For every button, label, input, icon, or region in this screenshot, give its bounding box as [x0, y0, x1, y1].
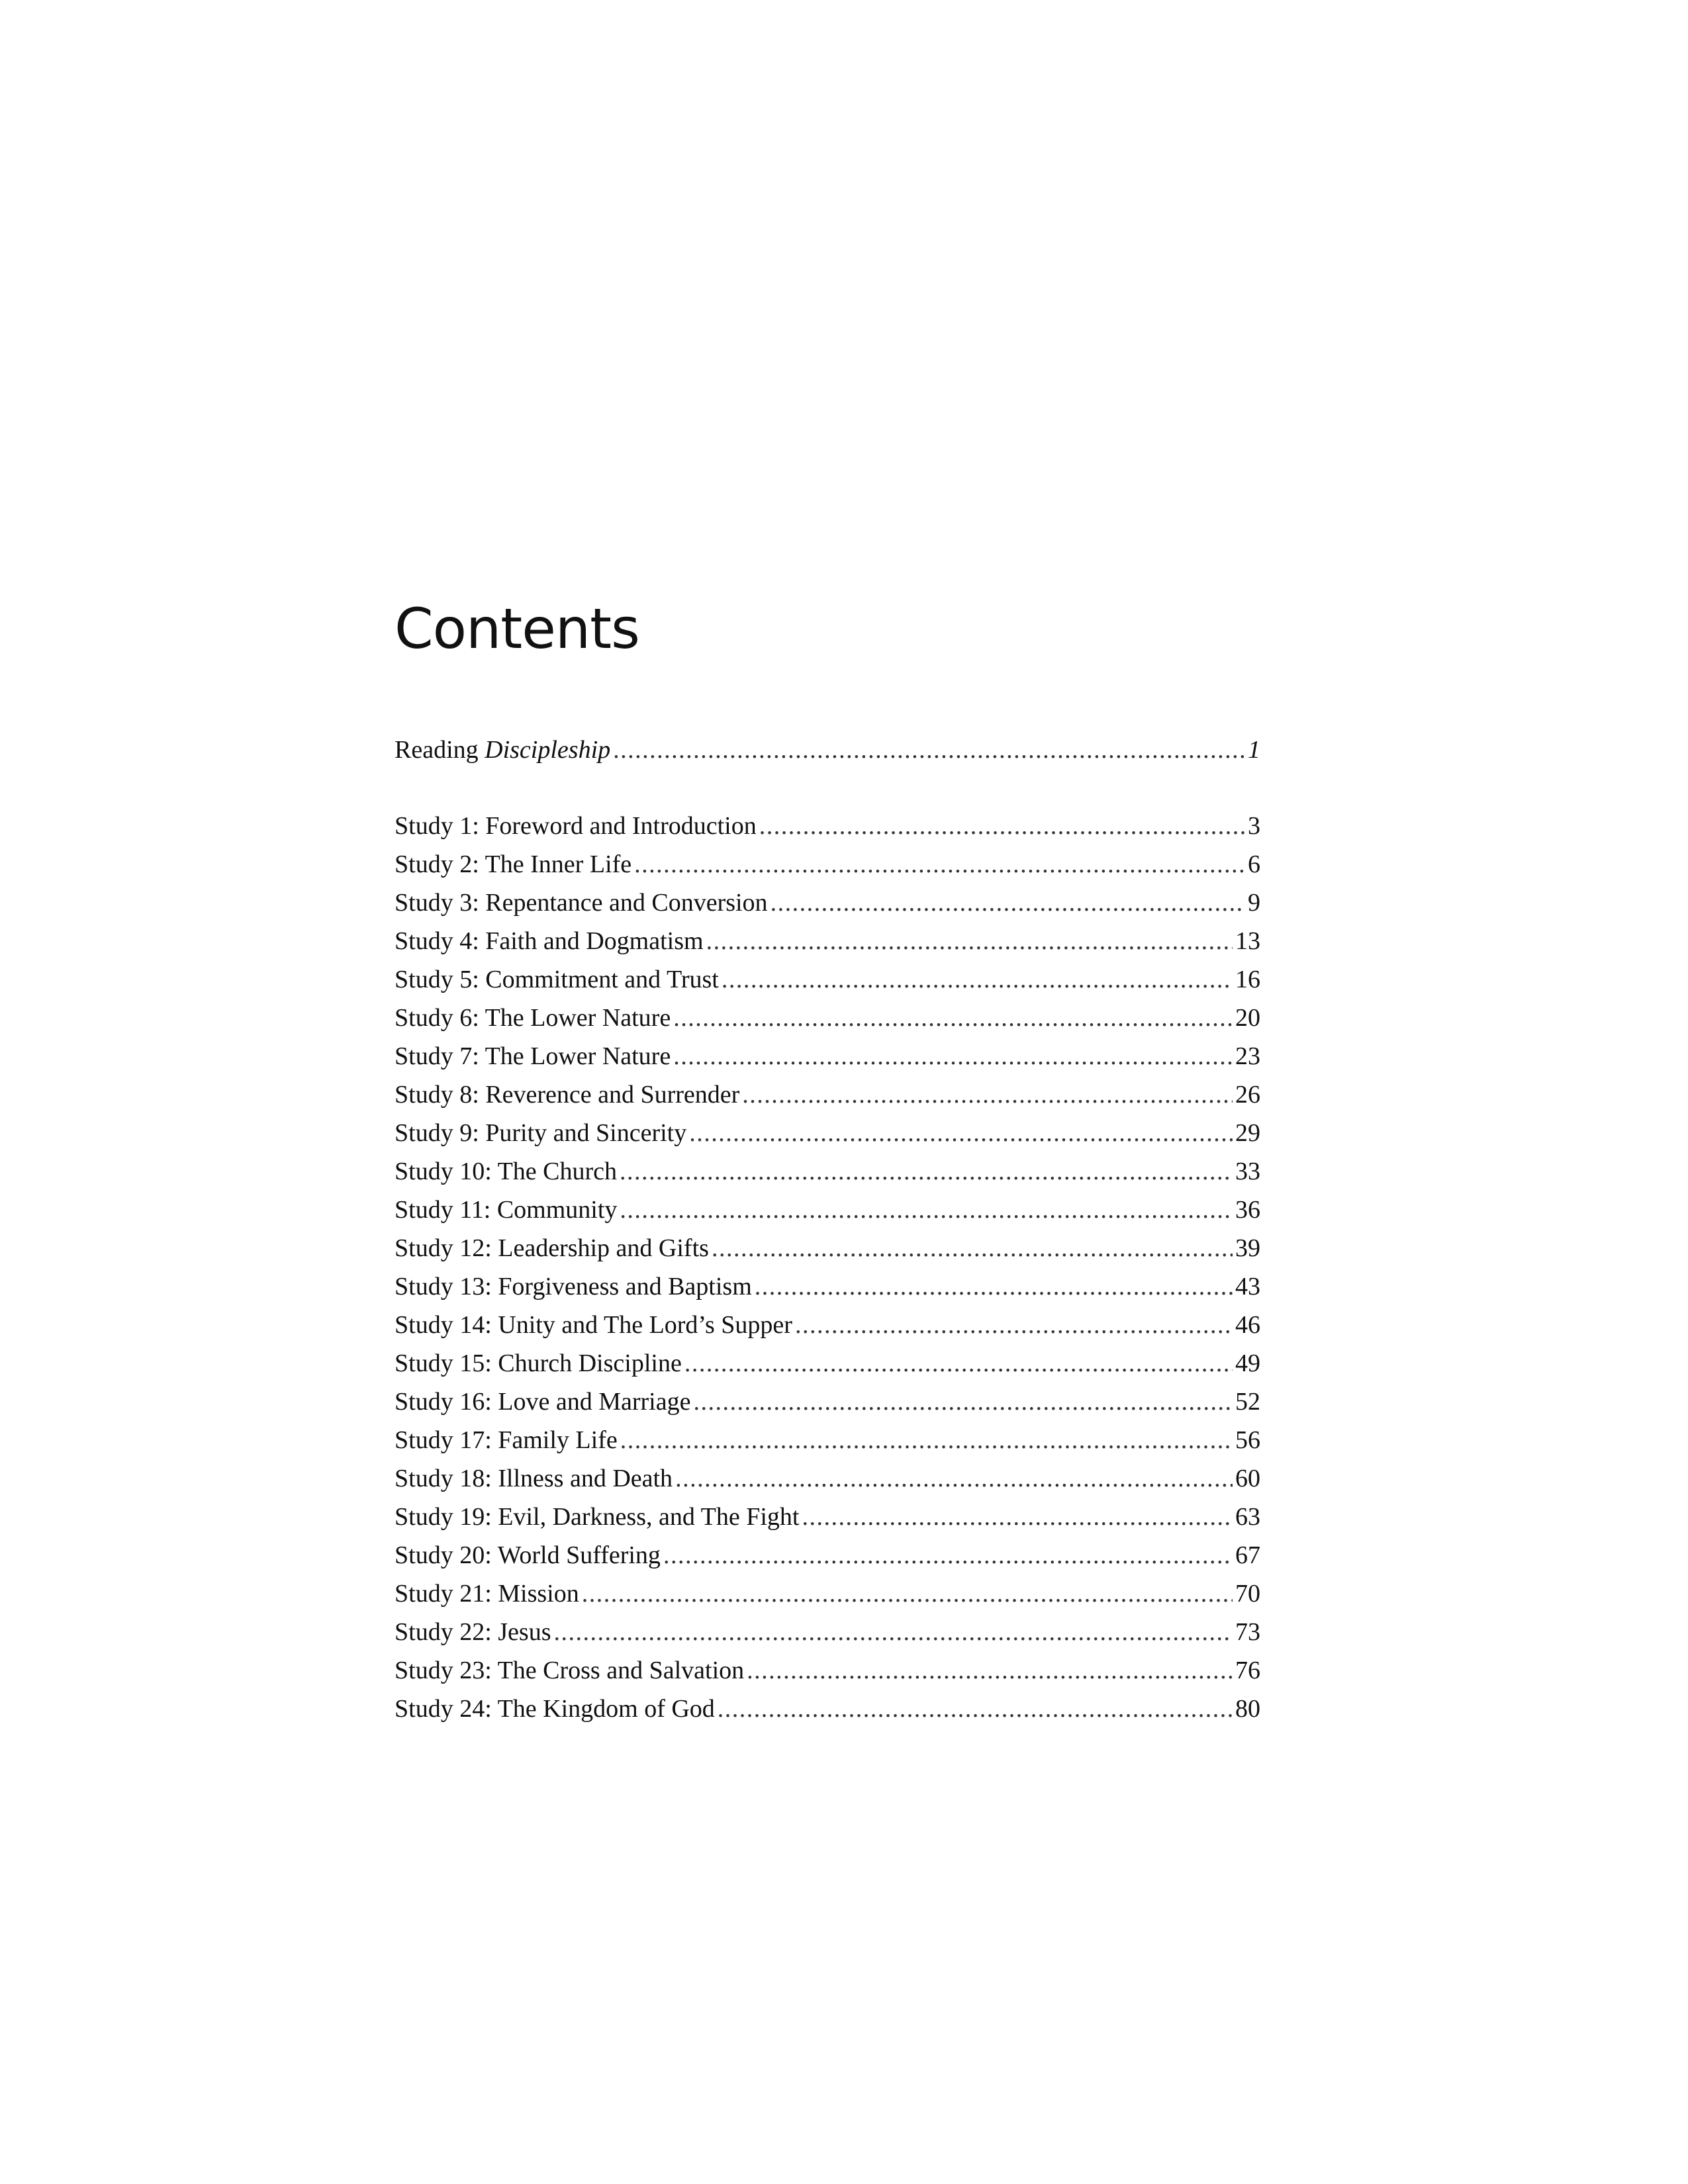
- toc-entry: [395, 1037, 1260, 1075]
- toc-entry: [395, 845, 1260, 884]
- toc-entry-label: Study 18: Illness and Death: [395, 1465, 673, 1492]
- toc-entry-label: [395, 731, 610, 769]
- dot-leader: [759, 807, 1245, 845]
- table-of-contents: [395, 596, 1260, 1728]
- toc-entry-label: Study 22: Jesus: [395, 1618, 551, 1646]
- toc-entry: [395, 1267, 1260, 1306]
- page-title: Contents: [395, 596, 639, 661]
- dot-leader: [718, 1690, 1233, 1728]
- toc-entry-page: 16: [1235, 966, 1260, 993]
- toc-entry-label: Study 7: The Lower Nature: [395, 1042, 671, 1070]
- toc-entry: [395, 1651, 1260, 1690]
- toc-entry-page: 52: [1235, 1388, 1260, 1416]
- dot-leader: [663, 1536, 1233, 1574]
- toc-entry: [395, 922, 1260, 960]
- toc-entry-page: 1: [1248, 736, 1260, 764]
- toc-entry: [395, 1459, 1260, 1498]
- dot-leader: [693, 1383, 1233, 1421]
- dot-leader: [747, 1651, 1233, 1690]
- toc-entry-page: 6: [1248, 850, 1260, 878]
- toc-entry-label: Study 8: Reverence and Surrender: [395, 1081, 740, 1109]
- toc-entry-label: Study 19: Evil, Darkness, and The Fight: [395, 1503, 800, 1531]
- toc-entry-page: 13: [1235, 927, 1260, 955]
- toc-entry-page: 3: [1248, 812, 1260, 840]
- toc-entry-page: 46: [1235, 1311, 1260, 1339]
- toc-entry: [395, 960, 1260, 999]
- toc-entry-page: 73: [1235, 1618, 1260, 1646]
- dot-leader: [795, 1306, 1233, 1344]
- toc-entry-label: Study 13: Forgiveness and Baptism: [395, 1273, 752, 1300]
- toc-entry: [395, 1690, 1260, 1728]
- toc-entry-label: Study 2: The Inner Life: [395, 850, 632, 878]
- toc-entry-label: Study 3: Repentance and Conversion: [395, 889, 768, 917]
- toc-entry-page: 60: [1235, 1465, 1260, 1492]
- toc-entry-label: Study 20: World Suffering: [395, 1541, 661, 1569]
- toc-entry-page: 67: [1235, 1541, 1260, 1569]
- toc-entry-label: Study 5: Commitment and Trust: [395, 966, 719, 993]
- toc-entry-label: Study 23: The Cross and Salvation: [395, 1657, 745, 1684]
- toc-entry-page: 29: [1235, 1119, 1260, 1147]
- dot-leader: [673, 1037, 1233, 1075]
- toc-entry: [395, 807, 1260, 845]
- dot-leader: [689, 1114, 1233, 1152]
- dot-leader: [684, 1344, 1233, 1383]
- toc-entry-label: Study 10: The Church: [395, 1158, 618, 1185]
- dot-leader: [620, 1152, 1233, 1191]
- dot-leader: [706, 922, 1233, 960]
- dot-leader: [620, 1421, 1233, 1459]
- toc-entry: [395, 1574, 1260, 1613]
- toc-entry-italic-title: Discipleship: [485, 736, 611, 764]
- dot-leader: [722, 960, 1233, 999]
- toc-entry-label: Study 9: Purity and Sincerity: [395, 1119, 687, 1147]
- toc-entry-label: Study 17: Family Life: [395, 1426, 618, 1454]
- dot-leader: [634, 845, 1245, 884]
- toc-entry: [395, 1498, 1260, 1536]
- dot-leader: [673, 999, 1233, 1037]
- toc-entry: [395, 999, 1260, 1037]
- toc-entry-page: 20: [1235, 1004, 1260, 1032]
- toc-entry: [395, 1383, 1260, 1421]
- toc-entry-label: Study 11: Community: [395, 1196, 618, 1224]
- dot-leader: [755, 1267, 1233, 1306]
- toc-entry: [395, 1152, 1260, 1191]
- toc-entry: [395, 1344, 1260, 1383]
- toc-entry-list: [395, 807, 1260, 1728]
- dot-leader: [553, 1613, 1233, 1651]
- toc-entry-page: 63: [1235, 1503, 1260, 1531]
- toc-entry-prefix: Reading: [395, 736, 485, 764]
- toc-entry-page: 36: [1235, 1196, 1260, 1224]
- dot-leader: [613, 731, 1245, 769]
- toc-entry: [395, 1229, 1260, 1267]
- toc-entry-intro: [395, 731, 1260, 769]
- toc-entry-page: 26: [1235, 1081, 1260, 1109]
- toc-entry: [395, 1421, 1260, 1459]
- toc-entry: [395, 1306, 1260, 1344]
- toc-entry-page: 23: [1235, 1042, 1260, 1070]
- dot-leader: [675, 1459, 1233, 1498]
- dot-leader: [802, 1498, 1233, 1536]
- toc-entry: [395, 884, 1260, 922]
- toc-entry: [395, 1075, 1260, 1114]
- dot-leader: [620, 1191, 1233, 1229]
- toc-entry: [395, 1191, 1260, 1229]
- toc-entry-label: Study 21: Mission: [395, 1580, 579, 1608]
- dot-leader: [712, 1229, 1233, 1267]
- dot-leader: [771, 884, 1245, 922]
- toc-entry-page: 56: [1235, 1426, 1260, 1454]
- toc-entry: [395, 1114, 1260, 1152]
- toc-entry-label: Study 24: The Kingdom of God: [395, 1695, 715, 1723]
- toc-entry-label: Study 16: Love and Marriage: [395, 1388, 691, 1416]
- dot-leader: [582, 1574, 1233, 1613]
- toc-entry-page: 33: [1235, 1158, 1260, 1185]
- toc-entry-label: Study 14: Unity and The Lord’s Supper: [395, 1311, 792, 1339]
- toc-entry-label: Study 6: The Lower Nature: [395, 1004, 671, 1032]
- toc-entry-page: 70: [1235, 1580, 1260, 1608]
- toc-entry: [395, 1536, 1260, 1574]
- toc-entry-page: 49: [1235, 1349, 1260, 1377]
- toc-entry-label: Study 4: Faith and Dogmatism: [395, 927, 704, 955]
- toc-entry-label: Study 15: Church Discipline: [395, 1349, 682, 1377]
- toc-entry-label: Study 1: Foreword and Introduction: [395, 812, 757, 840]
- dot-leader: [742, 1075, 1233, 1114]
- toc-entry-page: 43: [1235, 1273, 1260, 1300]
- toc-entry-page: 80: [1235, 1695, 1260, 1723]
- toc-entry-page: 9: [1248, 889, 1260, 917]
- toc-entry-label: Study 12: Leadership and Gifts: [395, 1234, 709, 1262]
- toc-entry-page: 39: [1235, 1234, 1260, 1262]
- toc-entry: [395, 1613, 1260, 1651]
- toc-entry-page: 76: [1235, 1657, 1260, 1684]
